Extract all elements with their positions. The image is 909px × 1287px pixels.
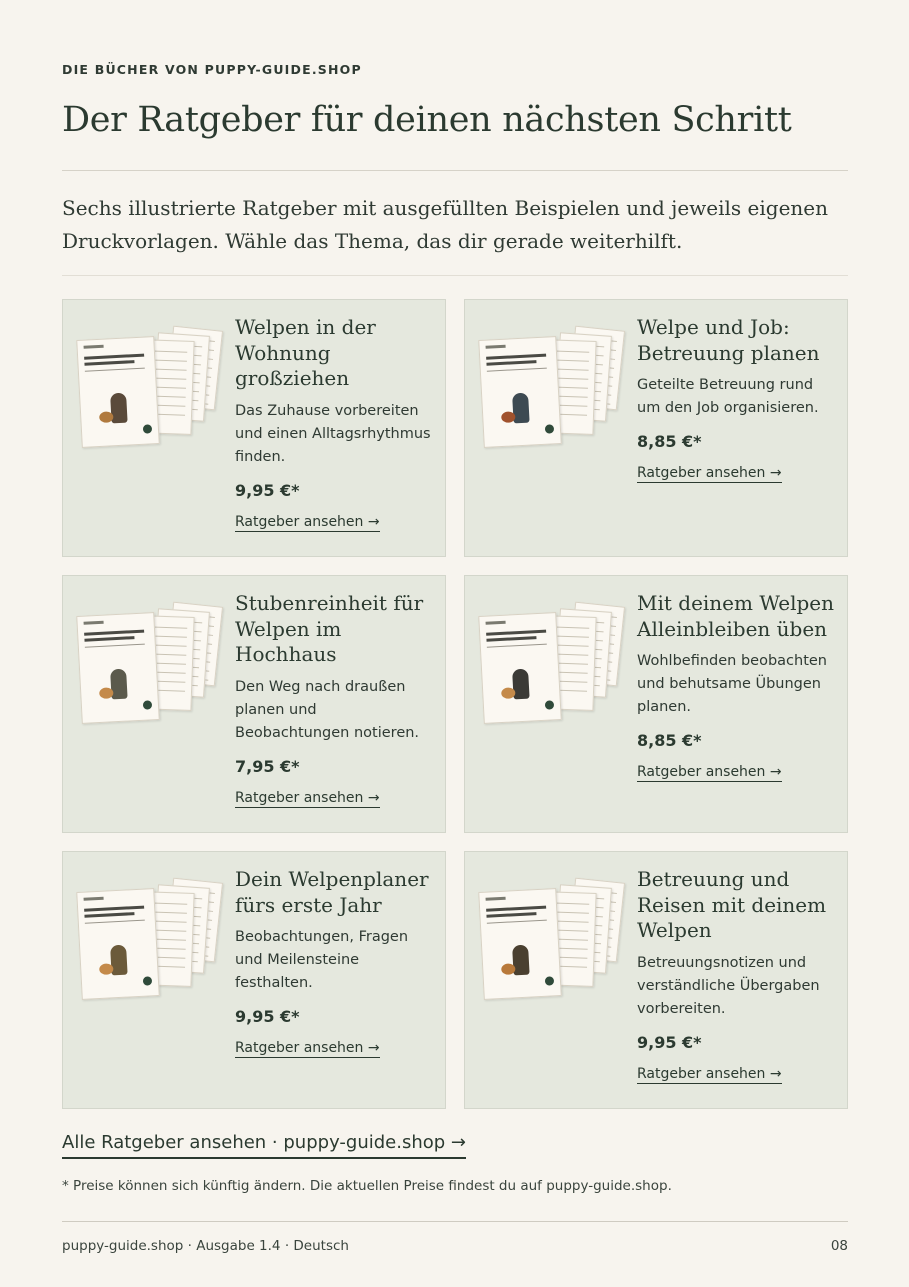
divider	[62, 275, 848, 276]
book-cover-thumbnail-icon	[77, 600, 227, 730]
footer-divider	[62, 1221, 848, 1222]
book-price: 9,95 €*	[235, 1007, 300, 1026]
intro-text: Sechs illustrierte Ratgeber mit ausgefüllten Beispielen und jeweils eigenen Druckvorlagen. Wähle das Thema, das dir gerade weiterhilft.	[62, 196, 829, 253]
book-title: Welpen in der Wohnung großziehen	[235, 315, 376, 390]
book-description: Wohlbefinden beobachten und behutsame Übungen planen.	[637, 653, 827, 715]
view-guide-link[interactable]: Ratgeber ansehen →	[235, 513, 380, 530]
book-cover-thumbnail-icon	[479, 876, 629, 1006]
cover-sheet-icon	[76, 888, 160, 1000]
book-description: Betreuungsnotizen und verständliche Übergaben vorbereiten.	[637, 954, 820, 1017]
cover-sheet-icon	[478, 336, 562, 448]
price-note: * Preise können sich künftig ändern. Die aktuellen Preise findest du auf puppy-guide.shop.	[62, 1178, 672, 1194]
book-price: 8,85 €*	[637, 432, 702, 451]
divider	[62, 170, 848, 171]
book-description: Den Weg nach draußen planen und Beobachtungen notieren.	[235, 678, 420, 741]
book-price: 7,95 €*	[235, 756, 300, 776]
page-title: Der Ratgeber für deinen nächsten Schritt	[62, 100, 792, 140]
book-cover-thumbnail-icon	[77, 876, 227, 1006]
page-number: 08	[830, 1238, 848, 1254]
book-cover-thumbnail-icon	[479, 324, 629, 454]
cover-sheet-icon	[478, 612, 562, 724]
cover-sheet-icon	[76, 612, 160, 724]
eyebrow-label: DIE BÜCHER VON PUPPY-GUIDE.SHOP	[62, 62, 362, 77]
page	[62, 0, 848, 1287]
footer-info: puppy-guide.shop · Ausgabe 1.4 · Deutsch	[62, 1238, 349, 1254]
book-price: 9,95 €*	[637, 1032, 702, 1052]
view-guide-link[interactable]: Ratgeber ansehen →	[235, 1040, 380, 1056]
cover-sheet-icon	[76, 336, 160, 448]
book-title: Dein Welpenplaner fürs erste Jahr	[235, 867, 429, 917]
view-guide-link[interactable]: Ratgeber ansehen →	[637, 465, 782, 481]
book-title: Stubenreinheit für Welpen im Hochhaus	[235, 591, 424, 666]
book-cover-thumbnail-icon	[479, 600, 629, 730]
book-price: 9,95 €*	[235, 480, 300, 500]
book-title: Welpe und Job: Betreuung planen	[637, 315, 820, 365]
book-title: Mit deinem Welpen Alleinbleiben üben	[637, 591, 835, 641]
all-guides-link[interactable]: Alle Ratgeber ansehen · puppy-guide.shop →	[62, 1132, 466, 1159]
view-guide-link[interactable]: Ratgeber ansehen →	[637, 1065, 782, 1082]
book-description: Geteilte Betreuung rund um den Job organisieren.	[637, 377, 819, 416]
view-guide-link[interactable]: Ratgeber ansehen →	[637, 764, 782, 780]
book-description: Das Zuhause vorbereiten und einen Alltagsrhythmus finden.	[235, 402, 431, 465]
book-card[interactable]	[62, 575, 446, 833]
book-card[interactable]	[62, 299, 446, 557]
view-guide-link[interactable]: Ratgeber ansehen →	[235, 789, 380, 806]
book-card[interactable]	[464, 299, 848, 557]
book-cover-thumbnail-icon	[77, 324, 227, 454]
book-card[interactable]	[464, 575, 848, 833]
book-card[interactable]	[62, 851, 446, 1109]
book-title: Betreuung und Reisen mit deinem Welpen	[637, 867, 827, 942]
cover-sheet-icon	[478, 888, 562, 1000]
book-card[interactable]	[464, 851, 848, 1109]
book-description: Beobachtungen, Fragen und Meilensteine festhalten.	[235, 929, 409, 991]
book-price: 8,85 €*	[637, 731, 702, 750]
